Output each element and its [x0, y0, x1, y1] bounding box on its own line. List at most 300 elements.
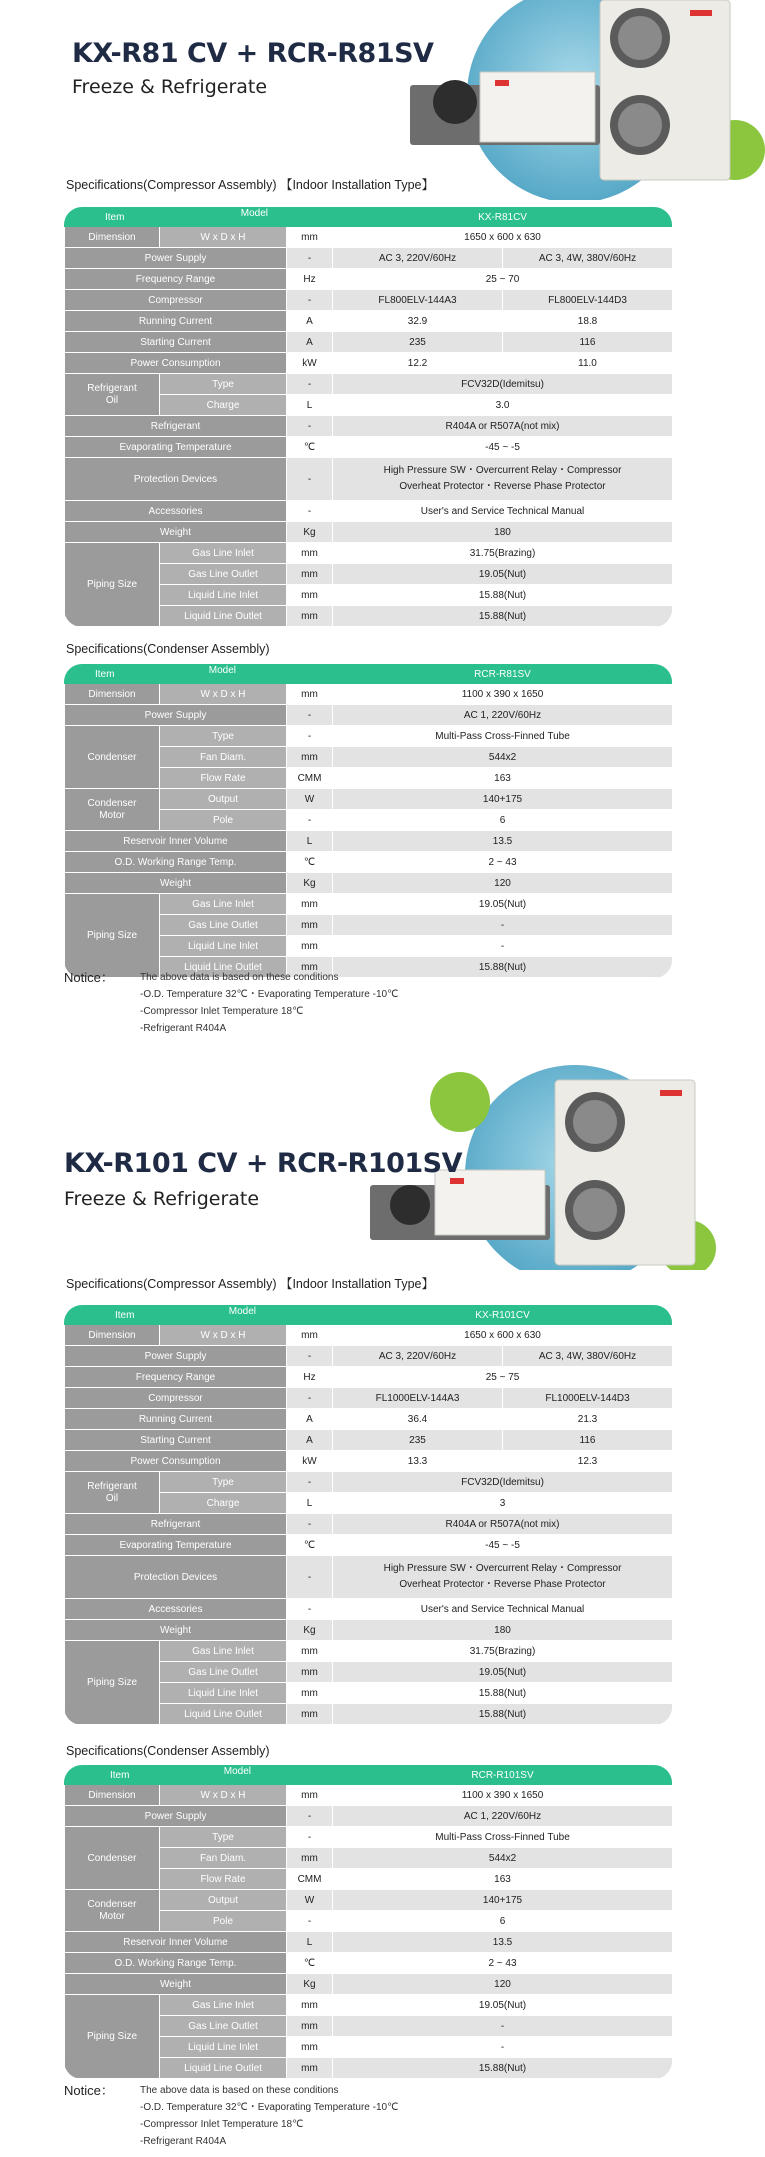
row-value: 120 [333, 873, 672, 894]
row-sublabel: W x D x H [160, 1785, 287, 1806]
row-sublabel: Gas Line Outlet [160, 564, 287, 585]
row-label: O.D. Working Range Temp. [65, 1953, 287, 1974]
row-value: 180 [333, 522, 672, 543]
row-value: 25 ~ 70 [333, 269, 672, 290]
table-row [65, 726, 673, 747]
row-value: 116 [503, 1430, 672, 1451]
row-unit: - [287, 458, 333, 501]
notice-line: -Refrigerant R404A [140, 1023, 227, 1034]
table-row [65, 332, 673, 353]
table-row [65, 1514, 673, 1535]
row-unit: mm [287, 1325, 333, 1346]
table-row [65, 1827, 673, 1848]
row-label: Piping Size [65, 543, 160, 627]
row-value: AC 3, 4W, 380V/60Hz [503, 248, 672, 269]
row-sublabel: Type [160, 726, 287, 747]
compressor-spec-table [64, 1305, 672, 1725]
row-label: Protection Devices [65, 1556, 287, 1599]
row-sublabel: W x D x H [160, 684, 287, 705]
row-value: FL800ELV-144D3 [503, 290, 672, 311]
row-unit: mm [287, 564, 333, 585]
table-row [65, 1556, 673, 1599]
row-value: 544x2 [333, 1848, 672, 1869]
header-item-label: Item [105, 211, 125, 223]
row-label: Frequency Range [65, 1367, 287, 1388]
row-value: 11.0 [503, 353, 672, 374]
row-label: Refrigerant Oil [65, 374, 160, 416]
row-value: 31.75(Brazing) [333, 1641, 672, 1662]
row-label: Condenser [65, 726, 160, 789]
row-label: Condenser Motor [65, 789, 160, 831]
row-unit: mm [287, 957, 333, 978]
row-unit: mm [287, 543, 333, 564]
row-unit: - [287, 1388, 333, 1409]
row-value: 15.88(Nut) [333, 1704, 672, 1725]
page-subtitle: Freeze & Refrigerate [72, 76, 268, 98]
row-sublabel: Liquid Line Inlet [160, 936, 287, 957]
row-value: Multi-Pass Cross-Finned Tube [333, 1827, 672, 1848]
table-row [65, 894, 673, 915]
row-unit: mm [287, 2037, 333, 2058]
row-unit: - [287, 248, 333, 269]
table-row [65, 1367, 673, 1388]
row-sublabel: Gas Line Outlet [160, 1662, 287, 1683]
row-unit: mm [287, 2058, 333, 2079]
row-sublabel: Liquid Line Inlet [160, 1683, 287, 1704]
row-value: User's and Service Technical Manual [333, 501, 672, 522]
protection-line: High Pressure SW・Overcurrent Relay・Compressor [383, 465, 622, 476]
row-sublabel: Liquid Line Outlet [160, 1704, 287, 1725]
table-row [65, 1409, 673, 1430]
row-unit: CMM [287, 1869, 333, 1890]
row-unit: mm [287, 1704, 333, 1725]
notice-line: -O.D. Temperature 32℃・Evaporating Temperature -10℃ [140, 2102, 399, 2113]
row-sublabel: Output [160, 789, 287, 810]
row-label: Dimension [65, 227, 160, 248]
notice-line: -Compressor Inlet Temperature 18℃ [140, 2119, 304, 2130]
row-unit: - [287, 1346, 333, 1367]
row-label: Weight [65, 1974, 287, 1995]
row-unit: ℃ [287, 1953, 333, 1974]
row-value: 15.88(Nut) [333, 957, 672, 978]
row-label: Evaporating Temperature [65, 1535, 287, 1556]
row-unit: - [287, 290, 333, 311]
row-sublabel: Liquid Line Inlet [160, 2037, 287, 2058]
row-label: Dimension [65, 684, 160, 705]
row-label: Power Consumption [65, 353, 287, 374]
page-title: KX-R101 CV + RCR-R101SV [64, 1148, 463, 1179]
row-unit: ℃ [287, 437, 333, 458]
table-row [65, 290, 673, 311]
row-sublabel: Liquid Line Outlet [160, 2058, 287, 2079]
row-label: Starting Current [65, 332, 287, 353]
table-row [65, 416, 673, 437]
row-label: Reservoir Inner Volume [65, 1932, 287, 1953]
row-value: AC 3, 220V/60Hz [333, 1346, 503, 1367]
page-subtitle: Freeze & Refrigerate [64, 1188, 260, 1210]
table-row [65, 458, 673, 501]
row-value: R404A or R507A(not mix) [333, 1514, 672, 1535]
row-label: Accessories [65, 1599, 287, 1620]
row-value: 163 [333, 1869, 672, 1890]
row-unit: Hz [287, 1367, 333, 1388]
row-unit: - [287, 705, 333, 726]
row-sublabel: Gas Line Inlet [160, 894, 287, 915]
row-unit: Kg [287, 1974, 333, 1995]
table-header-row [65, 1766, 673, 1785]
table-row [65, 1995, 673, 2016]
row-value: 31.75(Brazing) [333, 543, 672, 564]
row-value: FL1000ELV-144A3 [333, 1388, 503, 1409]
row-value: 13.5 [333, 1932, 672, 1953]
row-label: Power Supply [65, 1806, 287, 1827]
header-model-label: Model [208, 665, 237, 676]
table-row [65, 1932, 673, 1953]
row-unit: mm [287, 915, 333, 936]
row-unit: - [287, 1514, 333, 1535]
table-row [65, 1388, 673, 1409]
table-row [65, 501, 673, 522]
row-value: -45 ~ -5 [333, 1535, 672, 1556]
row-label: Refrigerant Oil [65, 1472, 160, 1514]
row-label: Power Supply [65, 1346, 287, 1367]
row-value: 36.4 [333, 1409, 503, 1430]
row-sublabel: Fan Diam. [160, 1848, 287, 1869]
row-unit: CMM [287, 768, 333, 789]
row-sublabel: Gas Line Inlet [160, 1641, 287, 1662]
row-value: 140+175 [333, 1890, 672, 1911]
notice-line: -Compressor Inlet Temperature 18℃ [140, 1006, 304, 1017]
table-row [65, 522, 673, 543]
protection-line: High Pressure SW・Overcurrent Relay・Compressor [383, 1563, 622, 1574]
row-value: 12.2 [333, 353, 503, 374]
row-unit: mm [287, 1641, 333, 1662]
hero-banner [0, 0, 765, 190]
row-label: Running Current [65, 311, 287, 332]
table-row [65, 1325, 673, 1346]
table-row [65, 1451, 673, 1472]
row-value: 1650 x 600 x 630 [333, 227, 672, 248]
row-unit: - [287, 1827, 333, 1848]
row-unit: A [287, 1409, 333, 1430]
notice-line: -O.D. Temperature 32℃・Evaporating Temperature -10℃ [140, 989, 399, 1000]
table-row [65, 1806, 673, 1827]
notice-line: The above data is based on these conditions [140, 972, 339, 983]
row-value [333, 1556, 672, 1599]
header-item-label: Item [110, 1769, 130, 1781]
row-unit: A [287, 1430, 333, 1451]
row-sublabel: Gas Line Outlet [160, 2016, 287, 2037]
row-unit: - [287, 1599, 333, 1620]
row-value: Multi-Pass Cross-Finned Tube [333, 726, 672, 747]
row-value: 13.3 [333, 1451, 503, 1472]
row-value: 140+175 [333, 789, 672, 810]
row-label: Accessories [65, 501, 287, 522]
row-value: 15.88(Nut) [333, 2058, 672, 2079]
header-model-value: KX-R81CV [333, 208, 672, 227]
row-label: O.D. Working Range Temp. [65, 852, 287, 873]
row-value: 235 [333, 1430, 503, 1451]
row-unit: - [287, 416, 333, 437]
table-row [65, 227, 673, 248]
row-label: Weight [65, 1620, 287, 1641]
row-value: 1100 x 390 x 1650 [333, 1785, 672, 1806]
row-sublabel: Charge [160, 395, 287, 416]
row-value: FCV32D(Idemitsu) [333, 1472, 672, 1493]
header-model-value: RCR-R101SV [333, 1766, 672, 1785]
row-value: 1650 x 600 x 630 [333, 1325, 672, 1346]
row-label: Refrigerant [65, 1514, 287, 1535]
condenser-spec-table [64, 664, 672, 978]
row-unit: mm [287, 684, 333, 705]
row-unit: - [287, 810, 333, 831]
row-unit: mm [287, 585, 333, 606]
table-header-row [65, 665, 673, 684]
row-unit: mm [287, 1995, 333, 2016]
row-value: 3 [333, 1493, 672, 1514]
row-value: 235 [333, 332, 503, 353]
row-unit: - [287, 374, 333, 395]
row-label: Dimension [65, 1325, 160, 1346]
row-value: 32.9 [333, 311, 503, 332]
row-value: AC 1, 220V/60Hz [333, 705, 672, 726]
row-sublabel: Charge [160, 1493, 287, 1514]
table-row [65, 1535, 673, 1556]
compressor-spec-heading: Specifications(Compressor Assembly) 【Indoor Installation Type】 [66, 178, 434, 192]
table-row [65, 1346, 673, 1367]
row-unit: kW [287, 353, 333, 374]
row-unit: L [287, 1932, 333, 1953]
hero-banner [0, 1050, 765, 1260]
condenser-spec-heading: Specifications(Condenser Assembly) [66, 642, 270, 656]
table-row [65, 1430, 673, 1451]
compressor-spec-table [64, 207, 672, 627]
row-sublabel: Type [160, 374, 287, 395]
row-sublabel: Liquid Line Inlet [160, 585, 287, 606]
row-sublabel: Gas Line Outlet [160, 915, 287, 936]
protection-line: Overheat Protector・Reverse Phase Protector [399, 481, 606, 492]
row-sublabel: Gas Line Inlet [160, 543, 287, 564]
row-unit: Kg [287, 873, 333, 894]
table-row [65, 1620, 673, 1641]
table-row [65, 873, 673, 894]
row-unit: mm [287, 747, 333, 768]
row-value: 15.88(Nut) [333, 585, 672, 606]
row-label: Piping Size [65, 894, 160, 978]
row-label: Compressor [65, 1388, 287, 1409]
row-label: Condenser Motor [65, 1890, 160, 1932]
table-row [65, 1599, 673, 1620]
header-item-label: Item [95, 668, 115, 680]
row-unit: mm [287, 606, 333, 627]
row-value: 25 ~ 75 [333, 1367, 672, 1388]
row-unit: kW [287, 1451, 333, 1472]
row-label: Compressor [65, 290, 287, 311]
table-row [65, 1890, 673, 1911]
row-value: 544x2 [333, 747, 672, 768]
row-value: 13.5 [333, 831, 672, 852]
row-label: Weight [65, 873, 287, 894]
row-label: Power Supply [65, 705, 287, 726]
table-row [65, 374, 673, 395]
row-value: 116 [503, 332, 672, 353]
row-unit: L [287, 1493, 333, 1514]
header-model-value: KX-R101CV [333, 1306, 672, 1325]
row-unit: L [287, 831, 333, 852]
table-row [65, 437, 673, 458]
row-label: Dimension [65, 1785, 160, 1806]
row-unit: ℃ [287, 1535, 333, 1556]
row-value: 19.05(Nut) [333, 894, 672, 915]
row-value: 21.3 [503, 1409, 672, 1430]
row-value: 2 ~ 43 [333, 852, 672, 873]
row-value: 6 [333, 1911, 672, 1932]
row-value: AC 1, 220V/60Hz [333, 1806, 672, 1827]
row-sublabel: Pole [160, 1911, 287, 1932]
row-sublabel: Flow Rate [160, 1869, 287, 1890]
table-row [65, 353, 673, 374]
row-value: -45 ~ -5 [333, 437, 672, 458]
condenser-spec-heading: Specifications(Condenser Assembly) [66, 1744, 270, 1758]
row-value [333, 458, 672, 501]
row-value: 19.05(Nut) [333, 1662, 672, 1683]
table-row [65, 269, 673, 290]
row-value: 163 [333, 768, 672, 789]
row-value: R404A or R507A(not mix) [333, 416, 672, 437]
row-sublabel: Gas Line Inlet [160, 1995, 287, 2016]
row-value: 12.3 [503, 1451, 672, 1472]
green-dot [430, 1072, 490, 1132]
header-model-label: Model [223, 1766, 252, 1777]
row-value: 15.88(Nut) [333, 606, 672, 627]
table-row [65, 852, 673, 873]
table-row [65, 789, 673, 810]
row-value: 2 ~ 43 [333, 1953, 672, 1974]
row-value: FL800ELV-144A3 [333, 290, 503, 311]
notice-line: The above data is based on these conditions [140, 2085, 339, 2096]
table-row [65, 684, 673, 705]
row-label: Piping Size [65, 1995, 160, 2079]
row-value: 18.8 [503, 311, 672, 332]
table-row [65, 1974, 673, 1995]
table-row [65, 1641, 673, 1662]
row-unit: W [287, 1890, 333, 1911]
row-value: FL1000ELV-144D3 [503, 1388, 672, 1409]
row-label: Weight [65, 522, 287, 543]
row-value: 6 [333, 810, 672, 831]
page-title: KX-R81 CV + RCR-R81SV [72, 38, 434, 69]
row-value: - [333, 915, 672, 936]
row-unit: Kg [287, 1620, 333, 1641]
row-value: - [333, 936, 672, 957]
row-sublabel: W x D x H [160, 1325, 287, 1346]
row-unit: mm [287, 2016, 333, 2037]
row-unit: mm [287, 1662, 333, 1683]
row-unit: ℃ [287, 852, 333, 873]
row-value: FCV32D(Idemitsu) [333, 374, 672, 395]
row-value: 120 [333, 1974, 672, 1995]
row-unit: - [287, 1556, 333, 1599]
row-value: 19.05(Nut) [333, 564, 672, 585]
row-unit: mm [287, 1683, 333, 1704]
row-sublabel: Liquid Line Outlet [160, 957, 287, 978]
table-header-row [65, 1306, 673, 1325]
row-unit: mm [287, 894, 333, 915]
row-value: AC 3, 4W, 380V/60Hz [503, 1346, 672, 1367]
row-unit: - [287, 501, 333, 522]
row-unit: - [287, 1911, 333, 1932]
row-value: 180 [333, 1620, 672, 1641]
row-value: 19.05(Nut) [333, 1995, 672, 2016]
notice-label: Notice： [64, 970, 114, 985]
row-label: Protection Devices [65, 458, 287, 501]
row-value: - [333, 2016, 672, 2037]
product-illustration [0, 0, 765, 200]
protection-line: Overheat Protector・Reverse Phase Protector [399, 1579, 606, 1590]
row-label: Power Consumption [65, 1451, 287, 1472]
table-row [65, 311, 673, 332]
row-sublabel: Flow Rate [160, 768, 287, 789]
condenser-spec-table [64, 1765, 672, 2079]
row-label: Starting Current [65, 1430, 287, 1451]
row-sublabel: Output [160, 1890, 287, 1911]
row-unit: Hz [287, 269, 333, 290]
notice-label: Notice： [64, 2083, 114, 2098]
row-label: Piping Size [65, 1641, 160, 1725]
row-value: 15.88(Nut) [333, 1683, 672, 1704]
row-unit: mm [287, 936, 333, 957]
row-sublabel: Type [160, 1472, 287, 1493]
row-label: Running Current [65, 1409, 287, 1430]
compressor-spec-heading: Specifications(Compressor Assembly) 【Indoor Installation Type】 [66, 1277, 434, 1291]
table-row [65, 1953, 673, 1974]
table-row [65, 1472, 673, 1493]
header-item-label: Item [115, 1309, 135, 1321]
row-sublabel: Type [160, 1827, 287, 1848]
row-unit: A [287, 332, 333, 353]
header-model-value: RCR-R81SV [333, 665, 672, 684]
notice-line: -Refrigerant R404A [140, 2136, 227, 2147]
table-row [65, 248, 673, 269]
row-label: Condenser [65, 1827, 160, 1890]
table-row [65, 705, 673, 726]
header-model-label: Model [228, 1306, 257, 1317]
row-value: User's and Service Technical Manual [333, 1599, 672, 1620]
row-unit: W [287, 789, 333, 810]
row-value: AC 3, 220V/60Hz [333, 248, 503, 269]
row-sublabel: W x D x H [160, 227, 287, 248]
row-unit: - [287, 1806, 333, 1827]
row-label: Reservoir Inner Volume [65, 831, 287, 852]
row-label: Evaporating Temperature [65, 437, 287, 458]
row-value: 1100 x 390 x 1650 [333, 684, 672, 705]
row-label: Power Supply [65, 248, 287, 269]
row-unit: - [287, 1472, 333, 1493]
row-unit: mm [287, 1848, 333, 1869]
row-sublabel: Pole [160, 810, 287, 831]
row-sublabel: Fan Diam. [160, 747, 287, 768]
row-unit: - [287, 726, 333, 747]
row-unit: A [287, 311, 333, 332]
table-header-row [65, 208, 673, 227]
row-unit: mm [287, 1785, 333, 1806]
table-row [65, 831, 673, 852]
row-value: 3.0 [333, 395, 672, 416]
row-unit: L [287, 395, 333, 416]
row-label: Frequency Range [65, 269, 287, 290]
row-value: - [333, 2037, 672, 2058]
row-sublabel: Liquid Line Outlet [160, 606, 287, 627]
